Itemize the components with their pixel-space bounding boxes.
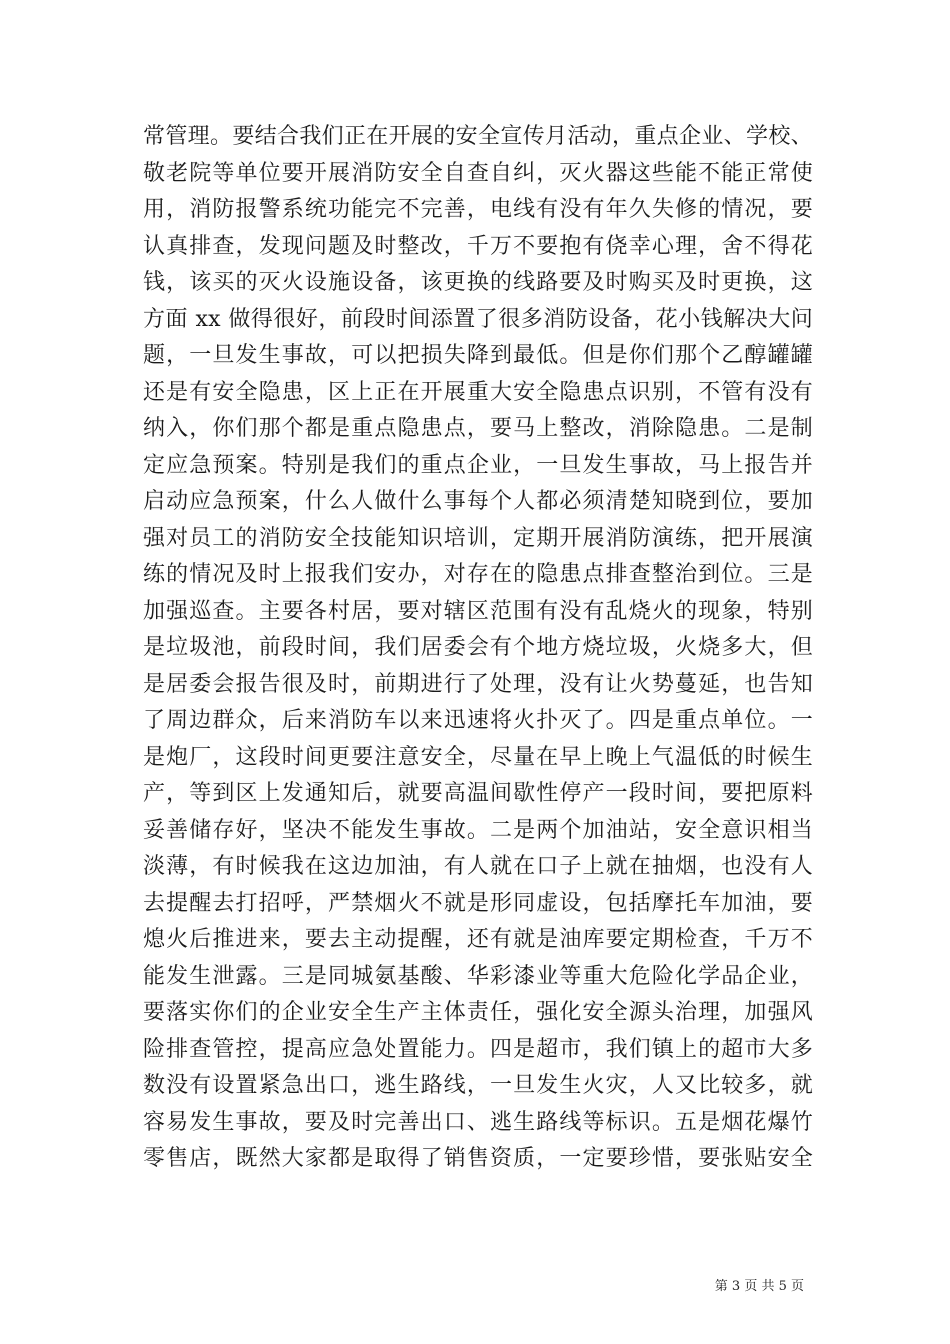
text-line: 了周边群众，后来消防车以来迅速将火扑灭了。四是重点单位。一 — [143, 708, 813, 733]
text-line: 是炮厂，这段时间更要注意安全，尽量在早上晚上气温低的时候生 — [143, 744, 813, 770]
text-line: 险排查管控，提高应急处置能力。四是超市，我们镇上的超市大多 — [143, 1036, 813, 1062]
page-number-footer: 第 3 页 共 5 页 — [714, 1279, 804, 1294]
text-line: 钱，该买的灭火设施设备，该更换的线路要及时购买及时更换，这 — [143, 270, 813, 295]
text-line: 去提醒去打招呼，严禁烟火不就是形同虚设，包括摩托车加油，要 — [143, 890, 813, 916]
text-line: 是垃圾池，前段时间，我们居委会有个地方烧垃圾，火烧多大，但 — [143, 635, 813, 660]
text-line: 是居委会报告很及时，前期进行了处理，没有让火势蔓延，也告知 — [143, 671, 813, 697]
text-line: 方面 xx 做得很好，前段时间添置了很多消防设备，花小钱解决大问 — [143, 306, 813, 332]
text-line: 定应急预案。特别是我们的重点企业，一旦发生事故，马上报告并 — [143, 452, 813, 478]
body-text — [143, 119, 813, 1178]
text-line: 启动应急预案，什么人做什么事每个人都必须清楚知晓到位，要加 — [143, 489, 813, 514]
text-line: 强对员工的消防安全技能知识培训，定期开展消防演练，把开展演 — [143, 525, 813, 551]
text-line: 产，等到区上发通知后，就要高温间歇性停产一段时间，要把原料 — [143, 781, 813, 806]
text-line: 练的情况及时上报我们安办，对存在的隐患点排查整治到位。三是 — [143, 562, 813, 587]
text-line: 题，一旦发生事故，可以把损失降到最低。但是你们那个乙醇罐罐 — [143, 343, 813, 368]
text-line: 认真排查，发现问题及时整改，千万不要抱有侥幸心理，舍不得花 — [143, 233, 813, 259]
text-line: 纳入，你们那个都是重点隐患点，要马上整改，消除隐患。二是制 — [143, 416, 813, 441]
text-line: 加强巡查。主要各村居，要对辖区范围有没有乱烧火的现象，特别 — [143, 598, 813, 624]
text-line: 熄火后推进来，要去主动提醒，还有就是油库要定期检查，千万不 — [143, 927, 813, 952]
text-line: 还是有安全隐患，区上正在开展重大安全隐患点识别，不管有没有 — [143, 379, 813, 405]
text-line: 要落实你们的企业安全生产主体责任，强化安全源头治理，加强风 — [143, 1000, 813, 1025]
text-line: 能发生泄露。三是同城氨基酸、华彩漆业等重大危险化学品企业， — [143, 963, 813, 989]
text-line: 零售店，既然大家都是取得了销售资质，一定要珍惜，要张贴安全 — [143, 1146, 813, 1171]
text-line: 妥善储存好，坚决不能发生事故。二是两个加油站，安全意识相当 — [143, 817, 813, 843]
text-line: 容易发生事故，要及时完善出口、逃生路线等标识。五是烟花爆竹 — [143, 1109, 813, 1135]
text-line: 淡薄，有时候我在这边加油，有人就在口子上就在抽烟，也没有人 — [143, 854, 813, 879]
text-line: 用，消防报警系统功能完不完善，电线有没有年久失修的情况，要 — [143, 197, 813, 222]
text-line: 常管理。要结合我们正在开展的安全宣传月活动，重点企业、学校、 — [143, 124, 813, 149]
text-line: 敬老院等单位要开展消防安全自查自纠，灭火器这些能不能正常使 — [143, 160, 813, 186]
text-line: 数没有设置紧急出口，逃生路线，一旦发生火灾，人又比较多，就 — [143, 1073, 813, 1098]
